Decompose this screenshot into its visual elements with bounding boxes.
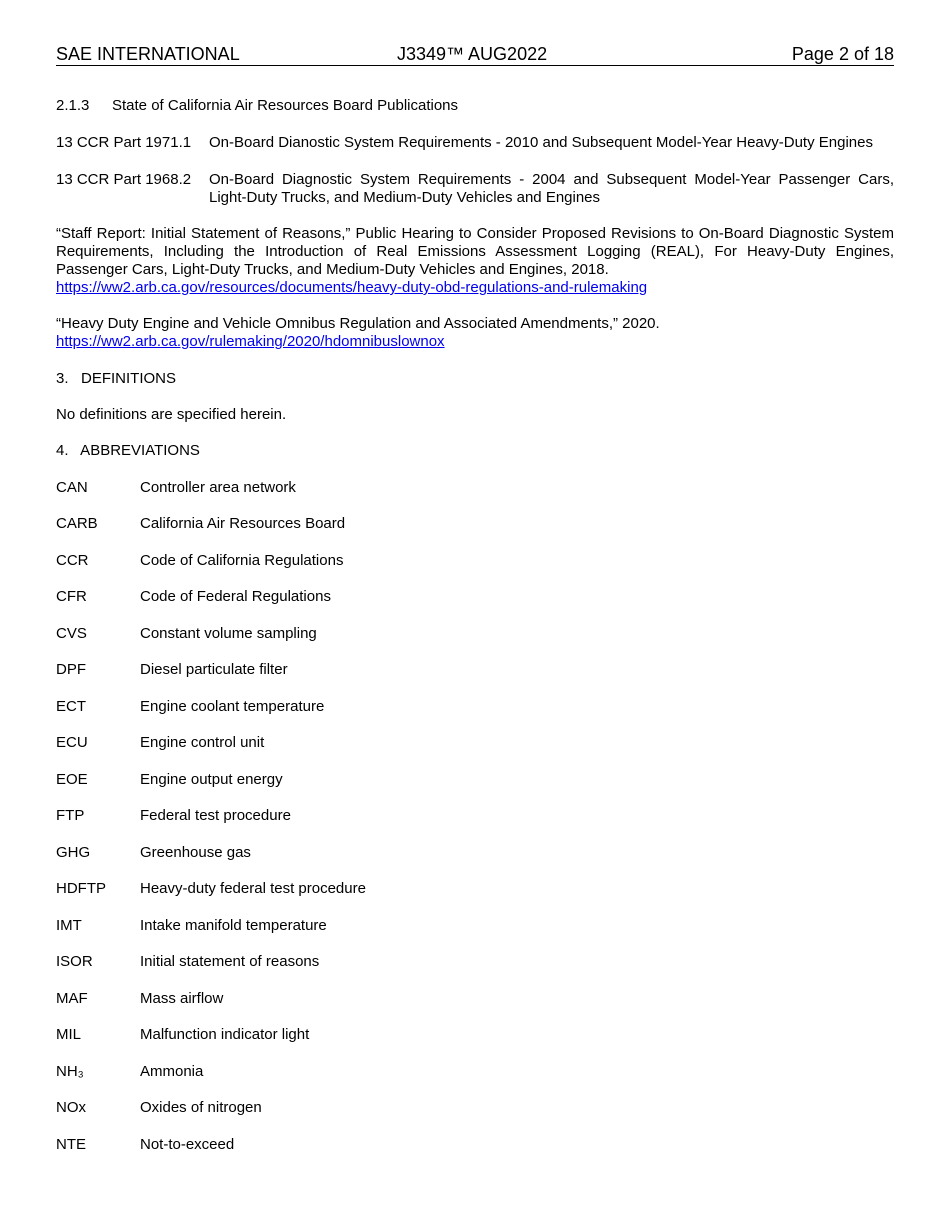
- abbreviation-definition: California Air Resources Board: [140, 515, 346, 532]
- abbreviation-term: MAF: [56, 990, 88, 1007]
- abbreviation-term: NOx: [56, 1099, 86, 1116]
- abbreviation-definition: Engine control unit: [140, 734, 265, 751]
- abbreviation-term: CAN: [56, 479, 88, 496]
- abbreviations-heading: 4. ABBREVIATIONS: [56, 442, 200, 459]
- abbreviation-definition: Code of California Regulations: [140, 552, 344, 569]
- section-2-1-3-number: 2.1.3: [56, 97, 90, 114]
- abbreviation-definition: Greenhouse gas: [140, 844, 251, 861]
- abbreviation-definition: Initial statement of reasons: [140, 953, 320, 970]
- abbreviation-definition: Constant volume sampling: [140, 625, 317, 642]
- abbreviation-term: DPF: [56, 661, 86, 678]
- section-2-1-3-title: State of California Air Resources Board Publications: [112, 97, 459, 114]
- abbreviation-definition: Controller area network: [140, 479, 296, 496]
- abbreviation-term: ISOR: [56, 953, 93, 970]
- abbreviation-definition: Engine output energy: [140, 771, 283, 788]
- abbreviation-term: HDFTP: [56, 880, 106, 897]
- abbreviation-term: GHG: [56, 844, 91, 861]
- reference-text: On-Board Diagnostic System Requirements - 2004 and Subsequent Model-Year Passenger Cars, Light-Duty Trucks, and Medium-Duty Vehicles and Engines: [209, 171, 894, 206]
- abbreviation-definition: Federal test procedure: [140, 807, 291, 824]
- abbreviation-term: EOE: [56, 771, 88, 788]
- reference-id: 13 CCR Part 1971.1: [56, 134, 192, 151]
- abbreviation-definition: Code of Federal Regulations: [140, 588, 331, 605]
- header-org: SAE INTERNATIONAL: [56, 44, 240, 64]
- abbreviation-definition: Oxides of nitrogen: [140, 1099, 262, 1116]
- definitions-text: No definitions are specified herein.: [56, 406, 287, 423]
- header-doc-id: J3349™ AUG2022: [397, 44, 548, 64]
- reference-id: 13 CCR Part 1968.2: [56, 171, 192, 188]
- abbreviation-definition: Malfunction indicator light: [140, 1026, 310, 1043]
- abbreviation-term: ECT: [56, 698, 86, 715]
- abbreviation-definition: Ammonia: [140, 1063, 204, 1080]
- header-page-number: Page 2 of 18: [791, 44, 894, 64]
- abbreviation-definition: Not-to-exceed: [140, 1136, 235, 1153]
- abbreviation-term: MIL: [56, 1026, 82, 1043]
- omnibus-link[interactable]: https://ww2.arb.ca.gov/rulemaking/2020/hdomnibuslownox: [56, 333, 445, 350]
- abbreviation-term: CVS: [56, 625, 87, 642]
- abbreviation-definition: Intake manifold temperature: [140, 917, 327, 934]
- abbreviation-definition: Heavy-duty federal test procedure: [140, 880, 366, 897]
- abbreviation-term: ECU: [56, 734, 88, 751]
- abbreviation-definition: Engine coolant temperature: [140, 698, 325, 715]
- abbreviation-term: NH₃: [56, 1063, 84, 1080]
- definitions-heading: 3. DEFINITIONS: [56, 370, 177, 387]
- omnibus-citation: “Heavy Duty Engine and Vehicle Omnibus Regulation and Associated Amendments,” 2020.: [56, 315, 660, 332]
- abbreviation-term: IMT: [56, 917, 82, 934]
- abbreviation-term: CARB: [56, 515, 98, 532]
- staff-report-link[interactable]: https://ww2.arb.ca.gov/resources/documents/heavy-duty-obd-regulations-and-rulemaking: [56, 279, 648, 296]
- abbreviation-definition: Mass airflow: [140, 990, 224, 1007]
- abbreviation-definition: Diesel particulate filter: [140, 661, 288, 678]
- abbreviation-term: NTE: [56, 1136, 86, 1153]
- reference-text: On-Board Dianostic System Requirements - 2010 and Subsequent Model-Year Heavy-Duty Engines: [209, 134, 873, 151]
- abbreviation-term: CCR: [56, 552, 89, 569]
- abbreviation-term: FTP: [56, 807, 85, 824]
- page-header: [56, 43, 894, 66]
- abbreviation-term: CFR: [56, 588, 87, 605]
- staff-report-citation: “Staff Report: Initial Statement of Reasons,” Public Hearing to Consider Proposed Revisions to On-Board Diagnostic System Requirements, Including the Introduction of Real Emissions Assessment Logging (REAL), For Heavy-Duty Engines, Passenger Cars, Light-Duty Trucks, and Medium-Duty Vehicles and Engines, 2018.: [56, 225, 894, 278]
